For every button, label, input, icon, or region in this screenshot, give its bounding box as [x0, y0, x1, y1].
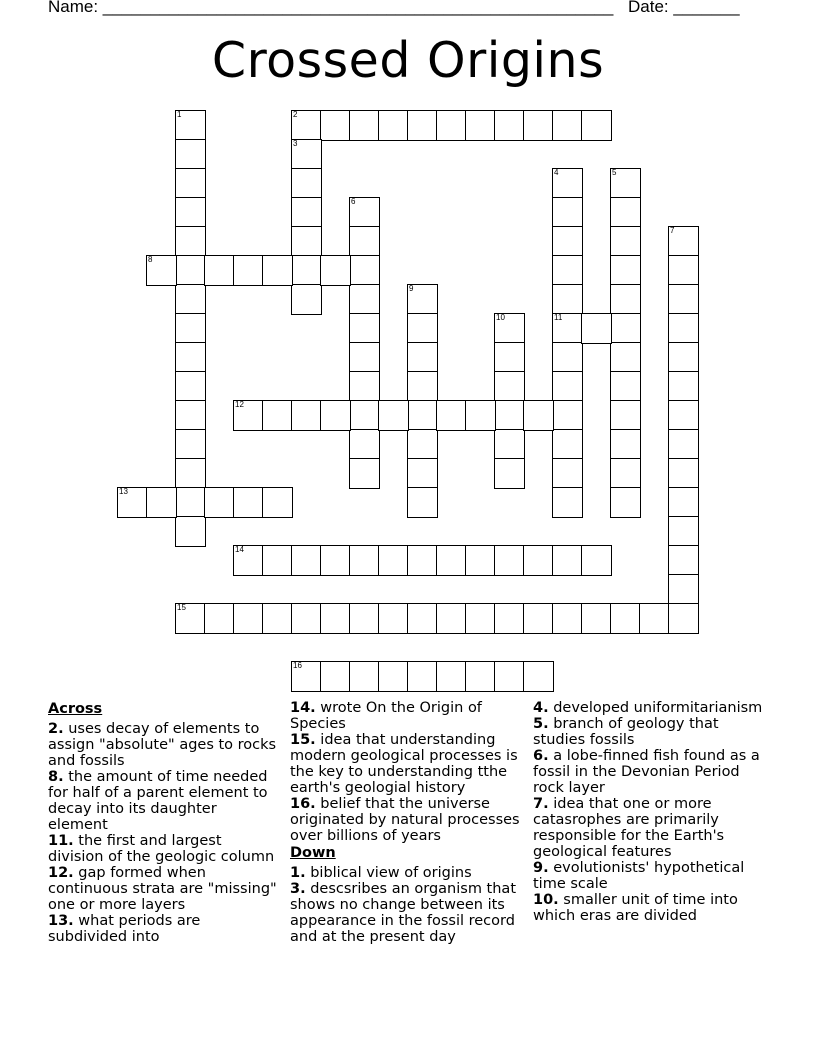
grid-cell[interactable] — [668, 255, 699, 286]
grid-cell[interactable] — [494, 661, 525, 692]
grid-cell[interactable] — [494, 371, 525, 402]
grid-cell[interactable] — [668, 574, 699, 605]
grid-cell[interactable] — [320, 603, 351, 634]
down-clue: 3. descsribes an organism that shows no change between its appearance in the fossil record and at the present day — [290, 881, 517, 945]
clue-number: 14 — [235, 545, 244, 554]
grid-cell[interactable] — [262, 545, 293, 576]
grid-cell[interactable] — [175, 603, 206, 634]
clues-column-2 — [290, 700, 526, 945]
clue-number: 15 — [177, 603, 186, 612]
grid-cell[interactable] — [465, 545, 496, 576]
grid-cell[interactable] — [552, 226, 583, 257]
grid-cell[interactable] — [668, 516, 699, 547]
down-clue: 4. developed uniformitarianism — [533, 700, 763, 716]
grid-cell[interactable] — [175, 255, 206, 286]
grid-cell[interactable] — [349, 371, 380, 402]
grid-cell[interactable] — [610, 429, 641, 460]
grid-cell[interactable] — [668, 458, 699, 489]
grid-cell[interactable] — [610, 313, 641, 344]
grid-cell[interactable] — [668, 371, 699, 402]
grid-cell[interactable] — [349, 603, 380, 634]
grid-cell[interactable] — [668, 487, 699, 518]
grid-cell[interactable] — [407, 400, 438, 431]
grid-cell[interactable] — [320, 400, 351, 431]
grid-cell[interactable] — [552, 603, 583, 634]
grid-cell[interactable] — [552, 197, 583, 228]
grid-cell[interactable] — [610, 603, 641, 634]
grid-cell[interactable] — [523, 400, 554, 431]
grid-cell[interactable] — [320, 661, 351, 692]
grid-cell[interactable] — [610, 284, 641, 315]
across-clue: 13. what periods are subdivided into — [48, 913, 201, 945]
grid-cell[interactable] — [436, 400, 467, 431]
down-clue: 6. a lobe-finned fish found as a fossil in the Devonian Period rock layer — [533, 748, 760, 796]
grid-cell[interactable] — [610, 487, 641, 518]
across-clue: 16. belief that the universe originated by natural processes over billions of years — [290, 796, 520, 844]
grid-cell[interactable] — [349, 110, 380, 141]
grid-cell[interactable] — [175, 458, 206, 489]
grid-cell[interactable] — [262, 603, 293, 634]
grid-cell[interactable] — [262, 255, 293, 286]
grid-cell[interactable] — [146, 487, 177, 518]
grid-cell[interactable] — [668, 284, 699, 315]
across-clue: 2. uses decay of elements to assign "absolute" ages to rocks and fossils — [48, 721, 277, 769]
grid-cell[interactable] — [291, 139, 322, 170]
name-field[interactable]: Name: ______________________________________________________ — [48, 0, 614, 16]
grid-cell[interactable] — [610, 342, 641, 373]
clue-number: 16 — [293, 661, 302, 670]
across-heading: Across — [48, 701, 103, 717]
across-clue: 11. the first and largest division of the geologic column — [48, 833, 275, 865]
grid-cell[interactable] — [552, 545, 583, 576]
grid-cell[interactable] — [204, 255, 235, 286]
grid-cell[interactable] — [146, 255, 177, 286]
clue-number: 1 — [177, 110, 182, 119]
grid-cell[interactable] — [291, 545, 322, 576]
grid-cell[interactable] — [668, 226, 699, 257]
grid-cell[interactable] — [233, 487, 264, 518]
grid-cell[interactable] — [378, 661, 409, 692]
grid-cell[interactable] — [552, 371, 583, 402]
grid-cell[interactable] — [349, 545, 380, 576]
grid-cell[interactable] — [175, 110, 206, 141]
clue-number: 10 — [496, 313, 505, 322]
grid-cell[interactable] — [407, 371, 438, 402]
grid-cell[interactable] — [610, 371, 641, 402]
grid-cell[interactable] — [175, 313, 206, 344]
grid-cell[interactable] — [668, 400, 699, 431]
clue-number: 4 — [554, 168, 559, 177]
grid-cell[interactable] — [523, 110, 554, 141]
grid-cell[interactable] — [378, 545, 409, 576]
grid-cell[interactable] — [407, 342, 438, 373]
grid-cell[interactable] — [610, 400, 641, 431]
grid-cell[interactable] — [291, 226, 322, 257]
grid-cell[interactable] — [494, 603, 525, 634]
grid-cell[interactable] — [175, 168, 206, 199]
grid-cell[interactable] — [494, 400, 525, 431]
clue-number: 8 — [148, 255, 153, 264]
grid-cell[interactable] — [523, 661, 554, 692]
grid-cell[interactable] — [552, 110, 583, 141]
clue-number: 3 — [293, 139, 298, 148]
grid-cell[interactable] — [175, 139, 206, 170]
down-heading: Down — [290, 845, 336, 861]
grid-cell[interactable] — [494, 458, 525, 489]
grid-cell[interactable] — [407, 545, 438, 576]
down-clue: 7. idea that one or more catasrophes are primarily responsible for the Earth's geological features — [533, 796, 725, 860]
grid-cell[interactable] — [581, 603, 612, 634]
grid-cell[interactable] — [204, 603, 235, 634]
grid-cell[interactable] — [175, 487, 206, 518]
grid-cell[interactable] — [668, 545, 699, 576]
grid-cell[interactable] — [465, 603, 496, 634]
page-title: Crossed Origins — [211, 32, 605, 89]
grid-cell[interactable] — [407, 429, 438, 460]
clue-number: 2 — [293, 110, 298, 119]
clue-number: 9 — [409, 284, 414, 293]
grid-cell[interactable] — [668, 603, 699, 634]
grid-cell[interactable] — [436, 110, 467, 141]
grid-cell[interactable] — [610, 197, 641, 228]
down-clue: 9. evolutionists' hypothetical time scale — [533, 860, 745, 892]
grid-cell[interactable] — [639, 603, 670, 634]
grid-cell[interactable] — [349, 342, 380, 373]
grid-cell[interactable] — [494, 545, 525, 576]
grid-cell[interactable] — [610, 168, 641, 199]
grid-cell[interactable] — [262, 400, 293, 431]
grid-cell[interactable] — [349, 661, 380, 692]
grid-cell[interactable] — [349, 400, 380, 431]
grid-cell[interactable] — [552, 342, 583, 373]
across-clue: 8. the amount of time needed for half of a parent element to decay into its daughter element — [48, 769, 268, 833]
grid-cell[interactable] — [349, 429, 380, 460]
grid-cell[interactable] — [668, 429, 699, 460]
grid-cell[interactable] — [407, 284, 438, 315]
down-clue: 10. smaller unit of time into which eras are divided — [533, 892, 738, 924]
grid-cell[interactable] — [407, 110, 438, 141]
grid-cell[interactable] — [204, 487, 235, 518]
grid-cell[interactable] — [465, 110, 496, 141]
grid-cell[interactable] — [494, 313, 525, 344]
grid-cell[interactable] — [407, 313, 438, 344]
grid-cell[interactable] — [552, 458, 583, 489]
grid-cell[interactable] — [291, 661, 322, 692]
grid-cell[interactable] — [436, 661, 467, 692]
grid-cell[interactable] — [407, 458, 438, 489]
grid-cell[interactable] — [494, 342, 525, 373]
across-clue: 15. idea that understanding modern geological processes is the key to understanding tthe earth's geologial history — [290, 732, 518, 796]
grid-cell[interactable] — [668, 313, 699, 344]
grid-cell[interactable] — [320, 255, 351, 286]
grid-cell[interactable] — [262, 487, 293, 518]
grid-cell[interactable] — [523, 603, 554, 634]
clue-number: 13 — [119, 487, 128, 496]
grid-cell[interactable] — [291, 197, 322, 228]
grid-cell[interactable] — [552, 313, 583, 344]
grid-cell[interactable] — [581, 545, 612, 576]
clue-number: 12 — [235, 400, 244, 409]
grid-cell[interactable] — [581, 313, 612, 344]
grid-cell[interactable] — [552, 487, 583, 518]
grid-cell[interactable] — [233, 255, 264, 286]
grid-cell[interactable] — [378, 110, 409, 141]
grid-cell[interactable] — [349, 458, 380, 489]
grid-cell[interactable] — [175, 516, 206, 547]
grid-cell[interactable] — [175, 284, 206, 315]
grid-cell[interactable] — [175, 226, 206, 257]
grid-cell[interactable] — [378, 603, 409, 634]
clues-column-1 — [48, 700, 280, 945]
grid-cell[interactable] — [494, 429, 525, 460]
grid-cell[interactable] — [320, 545, 351, 576]
grid-cell[interactable] — [465, 400, 496, 431]
grid-cell[interactable] — [291, 168, 322, 199]
grid-cell[interactable] — [233, 545, 264, 576]
grid-cell[interactable] — [291, 400, 322, 431]
grid-cell[interactable] — [233, 400, 264, 431]
grid-cell[interactable] — [291, 110, 322, 141]
grid-cell[interactable] — [233, 603, 264, 634]
grid-cell[interactable] — [552, 255, 583, 286]
grid-cell[interactable] — [581, 110, 612, 141]
grid-cell[interactable] — [291, 603, 322, 634]
grid-cell[interactable] — [175, 400, 206, 431]
grid-cell[interactable] — [552, 284, 583, 315]
grid-cell[interactable] — [291, 284, 322, 315]
grid-cell[interactable] — [175, 342, 206, 373]
grid-cell[interactable] — [552, 429, 583, 460]
grid-cell[interactable] — [349, 197, 380, 228]
grid-cell[interactable] — [117, 487, 148, 518]
down-clue: 1. biblical view of origins — [290, 865, 472, 881]
grid-cell[interactable] — [175, 371, 206, 402]
clue-number: 6 — [351, 197, 356, 206]
grid-cell[interactable] — [291, 255, 322, 286]
grid-cell[interactable] — [436, 603, 467, 634]
clue-number: 7 — [670, 226, 675, 235]
grid-cell[interactable] — [610, 255, 641, 286]
grid-cell[interactable] — [494, 110, 525, 141]
grid-cell[interactable] — [407, 603, 438, 634]
grid-cell[interactable] — [407, 487, 438, 518]
clue-number: 11 — [554, 313, 563, 322]
grid-cell[interactable] — [610, 458, 641, 489]
grid-cell[interactable] — [465, 661, 496, 692]
clues-column-3 — [533, 700, 769, 924]
across-clue: 12. gap formed when continuous strata are "missing" one or more layers — [48, 865, 277, 913]
grid-cell[interactable] — [175, 429, 206, 460]
grid-cell[interactable] — [320, 110, 351, 141]
date-field[interactable]: Date: _______ — [628, 0, 740, 16]
grid-cell[interactable] — [175, 197, 206, 228]
grid-cell[interactable] — [552, 168, 583, 199]
grid-cell[interactable] — [349, 226, 380, 257]
grid-cell[interactable] — [407, 661, 438, 692]
grid-cell[interactable] — [349, 255, 380, 286]
grid-cell[interactable] — [610, 226, 641, 257]
grid-cell[interactable] — [349, 284, 380, 315]
grid-cell[interactable] — [668, 342, 699, 373]
across-clue: 14. wrote On the Origin of Species — [290, 700, 482, 732]
down-clue: 5. branch of geology that studies fossils — [533, 716, 719, 748]
clue-number: 5 — [612, 168, 617, 177]
grid-cell[interactable] — [436, 545, 467, 576]
grid-cell[interactable] — [349, 313, 380, 344]
grid-cell[interactable] — [523, 545, 554, 576]
grid-cell[interactable] — [552, 400, 583, 431]
grid-cell[interactable] — [378, 400, 409, 431]
